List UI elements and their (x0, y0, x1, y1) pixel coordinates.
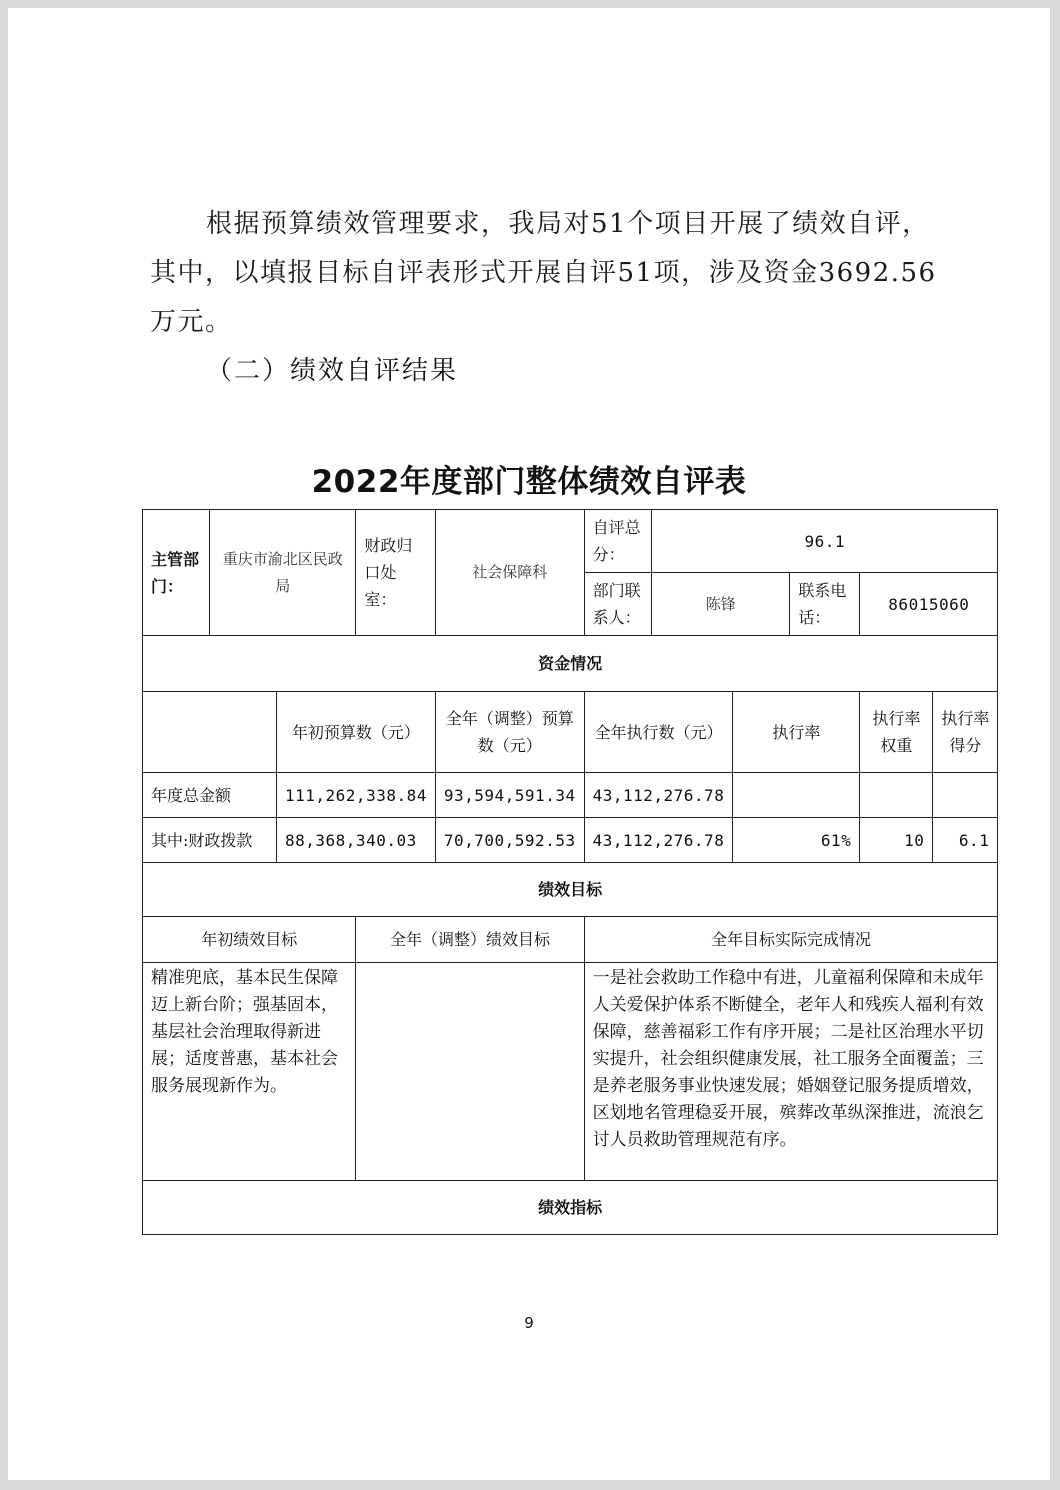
funds-row-weight (860, 773, 933, 818)
funds-row-score (933, 773, 998, 818)
funds-row-executed: 43,112,276.78 (584, 773, 733, 818)
goals-col-actual: 全年目标实际完成情况 (584, 917, 998, 963)
intro-paragraph: 根据预算绩效管理要求，我局对51个项目开展了绩效自评，其中，以填报目标自评表形式开展自评51项，涉及资金3692.56万元。 (150, 209, 937, 337)
dept-label: 主管部门： (143, 510, 210, 636)
table-title: 2022年度部门整体绩效自评表 (311, 464, 747, 500)
goals-col-initial: 年初绩效目标 (143, 917, 356, 963)
document-page (8, 8, 1050, 1480)
funds-row (143, 773, 998, 818)
office-label: 财政归口处室： (356, 510, 435, 636)
phone-label: 联系电话： (790, 573, 860, 636)
office-value: 社会保障科 (435, 510, 584, 636)
funds-col-weight: 执行率权重 (860, 692, 933, 773)
goals-actual-text: 一是社会救助工作稳中有进，儿童福利保障和未成年人关爱保护体系不断健全，老年人和残疾人福利有效保障，慈善福彩工作有序开展；二是社区治理水平切实提升，社会组织健康发展，社工服务全面覆盖；三是养老服务事业快速发展；婚姻登记服务提质增效，区划地名管理稳妥开展，殡葬改革纵深推进，流浪乞讨人员救助管理规范有序。 (584, 963, 998, 1181)
phone-value: 86015060 (860, 573, 998, 636)
funds-row-score: 6.1 (933, 818, 998, 863)
funds-row-initial: 111,262,338.84 (277, 773, 436, 818)
section-subheading: （二）绩效自评结果 (206, 356, 459, 386)
score-value: 96.1 (652, 510, 998, 573)
funds-row-rate (733, 773, 860, 818)
funds-row-initial: 88,368,340.03 (277, 818, 436, 863)
funds-col-initial: 年初预算数（元） (277, 692, 436, 773)
dept-value: 重庆市渝北区民政局 (210, 510, 356, 636)
indicators-section-title: 绩效指标 (143, 1181, 998, 1235)
funds-row (143, 818, 998, 863)
contact-value: 陈锋 (652, 573, 790, 636)
funds-row-label: 年度总金额 (143, 773, 277, 818)
evaluation-table (142, 509, 998, 1235)
funds-section-title: 资金情况 (143, 636, 998, 692)
goals-adjusted-text (356, 963, 584, 1181)
score-label: 自评总分： (584, 510, 652, 573)
funds-col-rate: 执行率 (733, 692, 860, 773)
goals-section-title: 绩效目标 (143, 863, 998, 917)
funds-col-score: 执行率得分 (933, 692, 998, 773)
funds-row-executed: 43,112,276.78 (584, 818, 733, 863)
goals-initial-text: 精准兜底，基本民生保障迈上新台阶；强基固本，基层社会治理取得新进展；适度普惠，基本社会服务展现新作为。 (143, 963, 356, 1181)
funds-row-label: 其中:财政拨款 (143, 818, 277, 863)
funds-header-blank (143, 692, 277, 773)
funds-col-adjusted: 全年（调整）预算数（元） (435, 692, 584, 773)
contact-label: 部门联系人： (584, 573, 652, 636)
goals-col-adjusted: 全年（调整）绩效目标 (356, 917, 584, 963)
page-number: 9 (524, 1314, 534, 1332)
funds-row-weight: 10 (860, 818, 933, 863)
funds-row-rate: 61% (733, 818, 860, 863)
funds-col-executed: 全年执行数（元） (584, 692, 733, 773)
funds-row-adjusted: 70,700,592.53 (435, 818, 584, 863)
funds-row-adjusted: 93,594,591.34 (435, 773, 584, 818)
